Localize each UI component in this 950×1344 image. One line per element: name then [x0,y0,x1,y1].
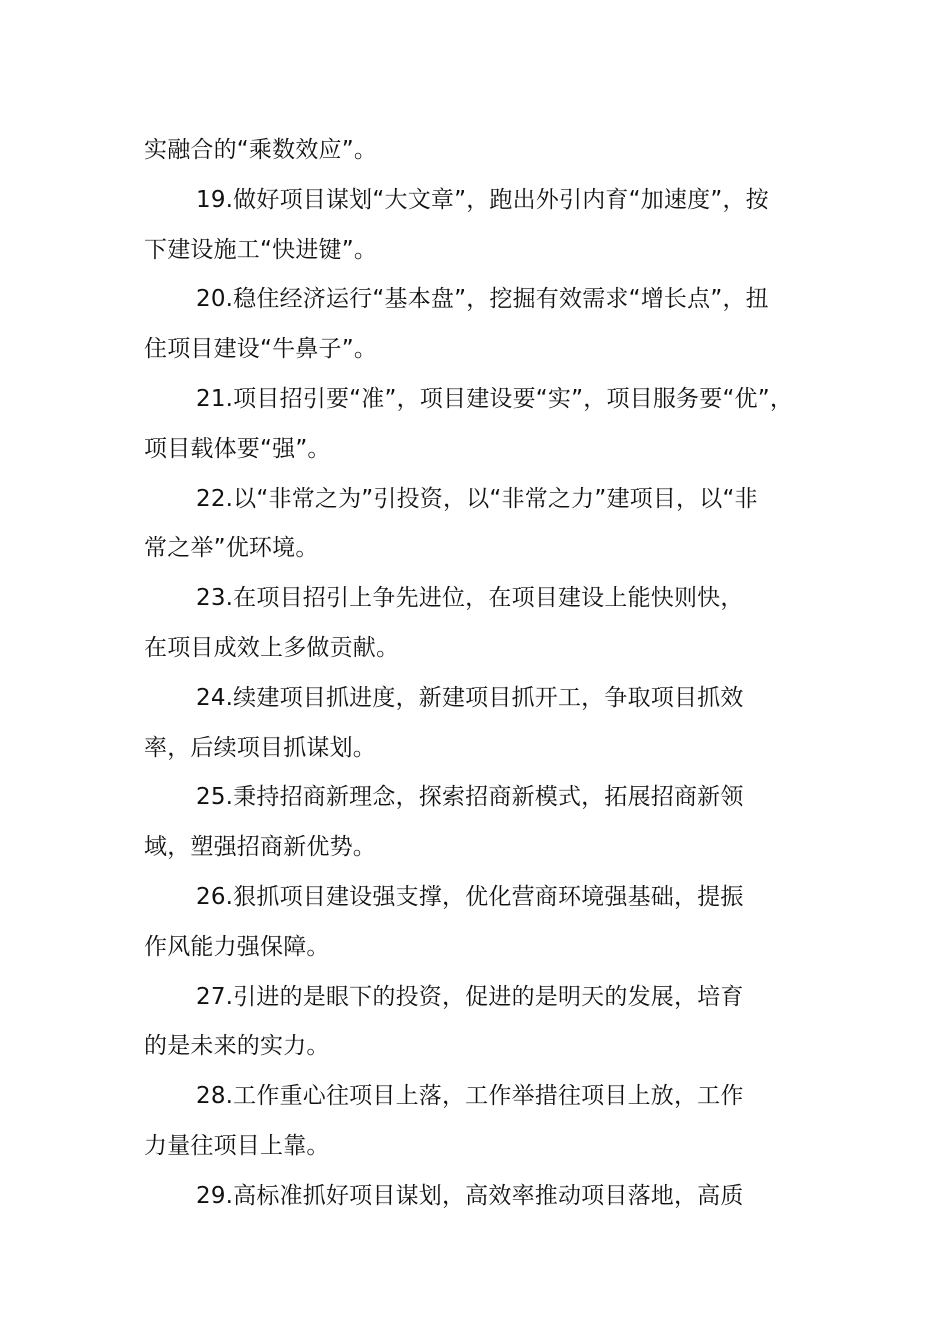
text-line: 常之举”优环境。 [144,535,319,562]
list-item-22: 22.以“非常之为”引投资，以“非常之力”建项目，以“非 [196,485,758,512]
text-line: 下建设施工“快进键”。 [144,236,378,263]
list-item-20: 20.稳住经济运行“基本盘”，挖掘有效需求“增长点”，扭 [196,286,769,313]
text-line: 在项目成效上多做贡献。 [144,634,400,661]
list-item-19: 19.做好项目谋划“大文章”，跑出外引内育“加速度”，按 [196,186,769,213]
text-line: 域，塑强招商新优势。 [144,834,376,861]
list-item-29: 29.高标准抓好项目谋划，高效率推动项目落地，高质 [196,1182,744,1209]
text-line: 率，后续项目抓谋划。 [144,734,376,761]
document-body [144,126,834,1222]
list-item-26: 26.狠抓项目建设强支撑，优化营商环境强基础，提振 [196,883,744,910]
text-line: 住项目建设“牛鼻子”。 [144,336,378,363]
text-line: 力量往项目上靠。 [144,1132,330,1159]
text-line: 项目载体要“强”。 [144,435,331,462]
list-item-23: 23.在项目招引上争先进位，在项目建设上能快则快， [196,585,744,612]
list-item-27: 27.引进的是眼下的投资，促进的是明天的发展，培育 [196,983,744,1010]
text-line: 的是未来的实力。 [144,1033,330,1060]
list-item-25: 25.秉持招商新理念，探索招商新模式，拓展招商新领 [196,784,744,811]
text-line: 作风能力强保障。 [144,933,330,960]
list-item-24: 24.续建项目抓进度，新建项目抓开工，争取项目抓效 [196,684,744,711]
text-line: 实融合的“乘数效应”。 [144,137,378,163]
list-item-28: 28.工作重心往项目上落，工作举措往项目上放，工作 [196,1083,744,1110]
list-item-21: 21.项目招引要“准”，项目建设要“实”，项目服务要“优”， [196,385,794,412]
